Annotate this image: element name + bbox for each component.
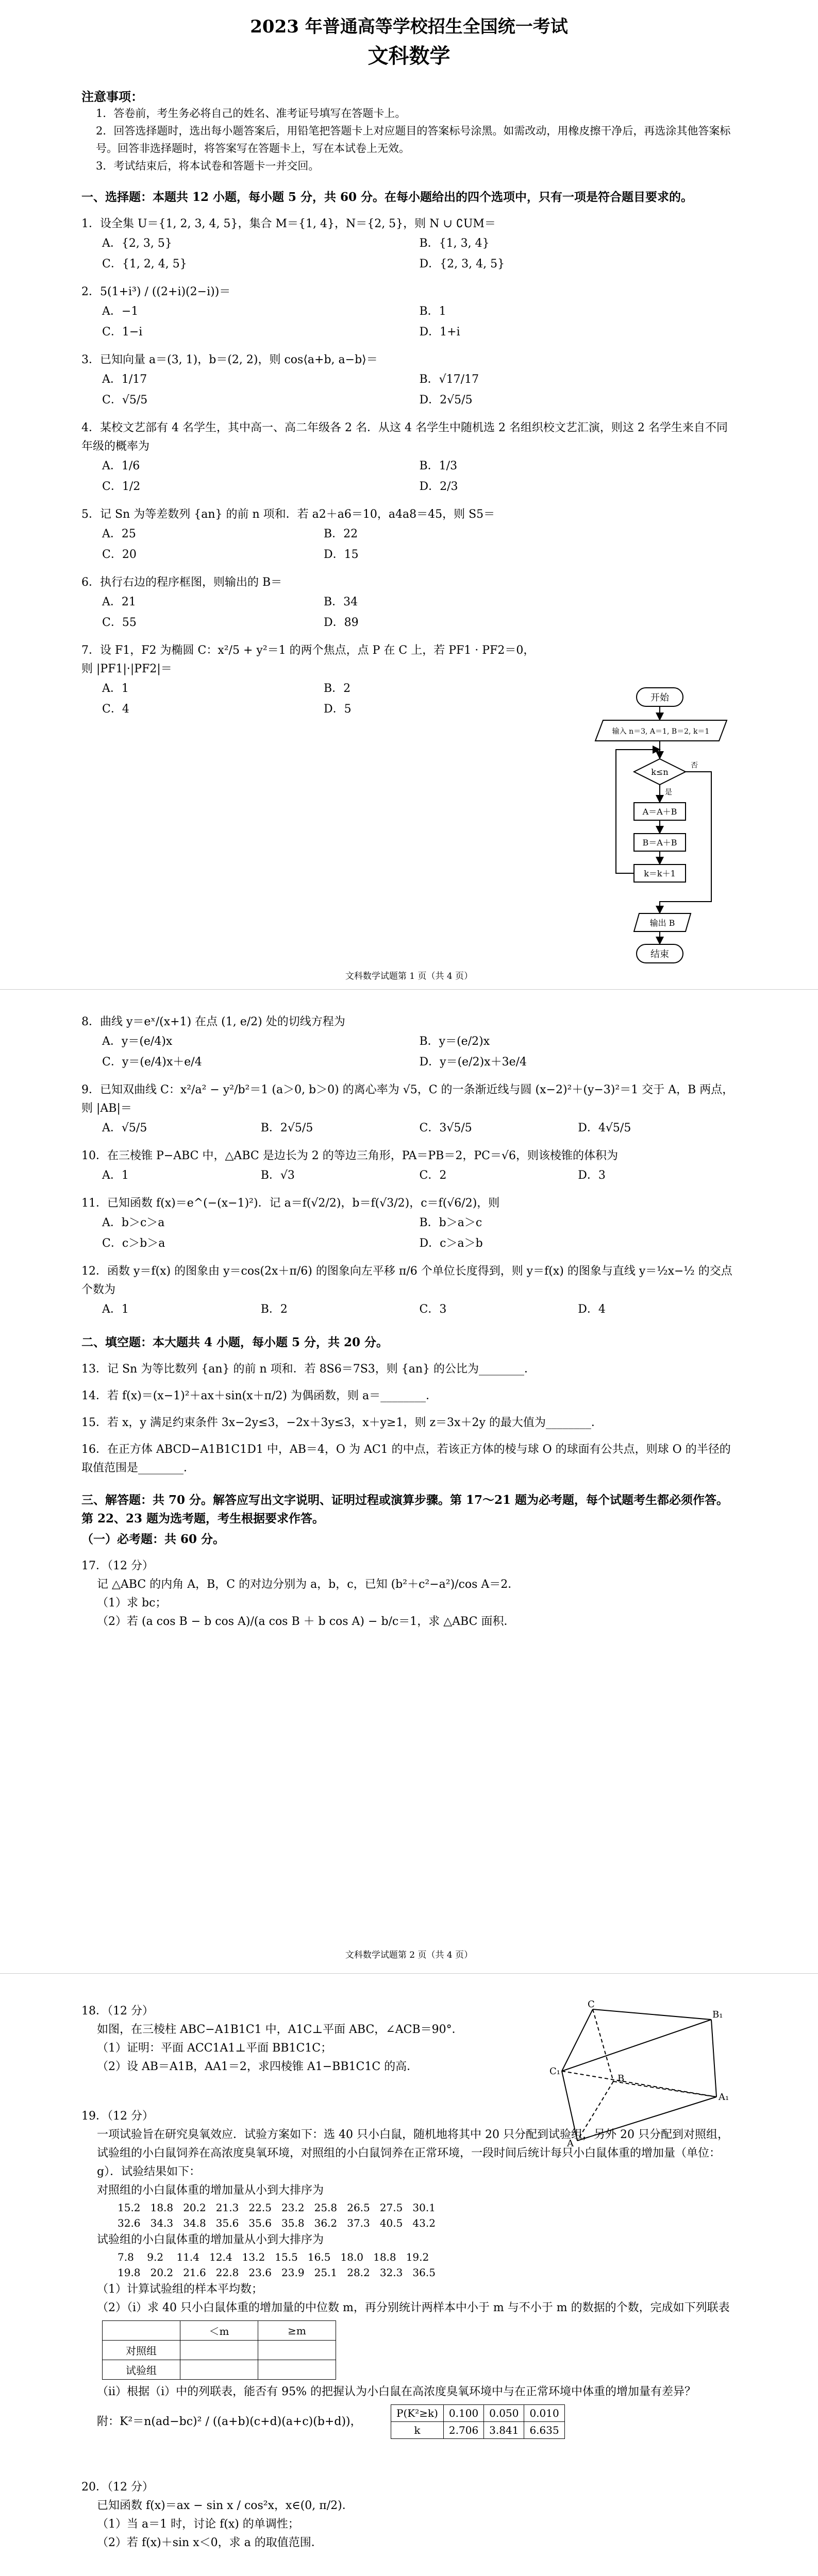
section-heading: 二、填空题：本大题共 4 小题，每小题 5 分，共 20 分。 — [81, 1335, 389, 1349]
option: B．2√5/5 — [260, 1122, 313, 1134]
section-heading: 三、解答题：共 70 分。解答应写出文字说明、证明过程或演算步骤。第 17～21 题为必考题，每个试题考生都必须作答。第 22、23 题为选考题，考生根据要求作答。 — [81, 1493, 729, 1526]
option: A．1 — [102, 682, 129, 695]
option: B．1 — [419, 305, 446, 318]
question-17-part: （2）若 (a cos B − b cos A)/(a cos B ＋ b cos A) − b/c＝1，求 △ABC 面积． — [97, 1615, 515, 1628]
option: B．2 — [260, 1303, 288, 1316]
question-11: 11．已知函数 f(x)＝e^(−(x−1)²)．记 a＝f(√2/2)，b＝f(√3/2)，c＝f(√6/2)，则 — [81, 1197, 500, 1210]
section-subheading: （一）必考题：共 60 分。 — [81, 1532, 225, 1546]
table-cell: 6.635 — [524, 2422, 564, 2439]
table-cell: 3.841 — [484, 2422, 524, 2439]
page-footer: 文科数学试题第 1 页（共 4 页） — [345, 971, 473, 981]
question-19-part: （1）计算试验组的样本平均数； — [97, 2283, 263, 2296]
flow-step-label: B＝A＋B — [642, 838, 677, 848]
question-17-part: （1）求 bc； — [97, 1597, 167, 1609]
table-cell — [258, 2341, 336, 2360]
option: C．3 — [419, 1303, 447, 1316]
vertex-label: A — [567, 2138, 574, 2148]
option: D．y＝(e/2)x＋3e/4 — [419, 1056, 527, 1069]
option: A．21 — [102, 596, 136, 608]
option: B．22 — [324, 528, 358, 540]
question-12: 12．函数 y＝f(x) 的图象由 y＝cos(2x＋π/6) 的图象向左平移 π/6 个单位长度得到，则 y＝f(x) 的图象与直线 y＝½x−½ 的交点个数为 — [81, 1265, 732, 1296]
flow-condition-label: k≤n — [651, 767, 669, 777]
question-6: 6．执行右边的程序框图，则输出的 B＝ — [81, 576, 282, 589]
table-cell — [180, 2360, 258, 2380]
option: C．1/2 — [102, 480, 141, 493]
question-19-stem: 一项试验旨在研究臭氧效应．试验方案如下：选 40 只小白鼠，随机地将其中 20 只分配到试验组，另外 20 只分配到对照组，试验组的小白鼠饲养在高浓度臭氧环境，对照组的小白鼠饲养在正常环境，一段时间后统计每只小白鼠体重的增加量（单位：g）．试验结果如下： — [97, 2128, 729, 2178]
question-18-part: （2）设 AB＝A1B，AA1＝2，求四棱锥 A1−BB1C1C 的高． — [97, 2060, 419, 2073]
table-row-label: k — [391, 2422, 444, 2439]
question-5: 5．记 Sn 为等差数列 {an} 的前 n 项和．若 a2＋a6＝10，a4a8＝45，则 S5＝ — [81, 508, 495, 521]
table-header: ≥m — [258, 2321, 336, 2341]
question-9: 9．已知双曲线 C：x²/a² − y²/b²＝1 (a＞0, b＞0) 的离心率为 √5，C 的一条渐近线与圆 (x−2)²＋(y−3)²＝1 交于 A，B 两点，则 |AB|＝ — [81, 1083, 734, 1115]
table-header — [103, 2321, 180, 2341]
vertex-label: B₁ — [712, 2009, 723, 2020]
option: B．34 — [324, 596, 358, 608]
question-4: 4．某校文艺部有 4 名学生，其中高一、高二年级各 2 名．从这 4 名学生中随机选 2 名组织校文艺汇演，则这 2 名学生来自不同年级的概率为 — [81, 421, 728, 453]
experiment-group-heading: 试验组的小白鼠体重的增加量从小到大排序为 — [97, 2233, 324, 2246]
experiment-data-row: 19.8 20.2 21.6 22.8 23.6 23.9 25.1 28.2 32.3 36.5 — [118, 2266, 436, 2279]
flow-input-label: 输入 n＝3, A＝1, B＝2, k＝1 — [612, 727, 710, 736]
flow-no-label: 否 — [691, 761, 698, 770]
flow-step-label: k＝k＋1 — [644, 869, 676, 878]
option: D．89 — [324, 616, 359, 629]
question-10: 10．在三棱锥 P−ABC 中，△ABC 是边长为 2 的等边三角形，PA＝PB＝2，PC＝√6，则该棱锥的体积为 — [81, 1149, 618, 1162]
option: D．4√5/5 — [578, 1122, 631, 1134]
question-20-stem: 已知函数 f(x)＝ax − sin x / cos²x，x∈(0, π/2)． — [97, 2499, 354, 2512]
page-divider — [0, 1973, 818, 1974]
option: D．c＞a＞b — [419, 1237, 483, 1250]
table-cell: 0.100 — [443, 2405, 483, 2422]
control-data-row: 32.6 34.3 34.8 35.6 35.6 35.8 36.2 37.3 40.5 43.2 — [118, 2217, 436, 2229]
option: A．b＞c＞a — [102, 1216, 165, 1229]
exam-title: 2023 年普通高等学校招生全国统一考试 — [250, 16, 568, 37]
option: A．y＝(e/4)x — [102, 1035, 173, 1048]
question-18-stem: 如图，在三棱柱 ABC−A1B1C1 中，A1C⊥平面 ABC，∠ACB＝90°． — [97, 2023, 463, 2036]
table-cell — [180, 2341, 258, 2360]
option: A．−1 — [102, 305, 139, 318]
flow-start-label: 开始 — [650, 692, 669, 703]
flow-step-label: A＝A＋B — [642, 807, 677, 817]
question-17-head: 17．（12 分） — [81, 1560, 154, 1572]
table-cell: 0.050 — [484, 2405, 524, 2422]
option: B．y＝(e/2)x — [419, 1035, 490, 1048]
option: C．4 — [102, 703, 129, 716]
question-20-part: （1）当 a＝1 时，讨论 f(x) 的单调性； — [97, 2518, 299, 2531]
question-19-head: 19．（12 分） — [81, 2110, 154, 2123]
option: C．3√5/5 — [419, 1122, 472, 1134]
vertex-label: C₁ — [549, 2066, 560, 2077]
vertex-label: B — [617, 2073, 625, 2084]
option: B．√17/17 — [419, 373, 479, 386]
question-18-head: 18．（12 分） — [81, 2005, 154, 2018]
page-2 — [81, 1005, 737, 1631]
prism-figure — [546, 1999, 732, 2148]
option: A．{2, 3, 5} — [102, 237, 172, 250]
option: A．1/17 — [102, 373, 147, 386]
option: C．2 — [419, 1169, 447, 1182]
page-1 — [81, 12, 737, 720]
table-cell: 0.010 — [524, 2405, 564, 2422]
page-footer: 文科数学试题第 2 页（共 4 页） — [345, 1950, 473, 1960]
question-1: 1．设全集 U＝{1, 2, 3, 4, 5}，集合 M＝{1, 4}，N＝{2, 5}，则 N ∪ ∁UM＝ — [81, 217, 496, 230]
option: C．{1, 2, 4, 5} — [102, 258, 187, 270]
section-heading: 一、选择题：本题共 12 小题，每小题 5 分，共 60 分。在每小题给出的四个选项中，只有一项是符合题目要求的。 — [81, 190, 693, 204]
question-7: 7．设 F1，F2 为椭圆 C：x²/5 + y²＝1 的两个焦点，点 P 在 C 上，若 PF1 · PF2＝0，则 |PF1|·|PF2|＝ — [81, 644, 535, 675]
exam-subtitle: 文科数学 — [368, 44, 450, 68]
question-19-part: （2）（ⅰ）求 40 只小白鼠体重的增加量的中位数 m，再分别统计两样本中小于 m 与不小于 m 的数据的个数，完成如下列联表 — [97, 2301, 730, 2314]
option: D．{2, 3, 4, 5} — [419, 258, 505, 270]
question-17-stem: 记 △ABC 的内角 A，B，C 的对边分别为 a，b，c，已知 (b²＋c²−a²)/cos A＝2． — [97, 1578, 520, 1591]
vertex-label: A₁ — [719, 2092, 729, 2103]
option: B．√3 — [260, 1169, 295, 1182]
contingency-table — [102, 2320, 336, 2380]
question-3: 3．已知向量 a＝(3, 1)，b＝(2, 2)，则 cos⟨a+b, a−b⟩＝ — [81, 353, 378, 366]
option: B．2 — [324, 682, 351, 695]
option: B．b＞a＞c — [419, 1216, 482, 1229]
option: B．1/3 — [419, 460, 458, 472]
option: C．20 — [102, 548, 137, 561]
experiment-data-row: 7.8 9.2 11.4 12.4 13.2 15.5 16.5 18.0 18.8 19.2 — [118, 2251, 429, 2263]
option: C．1−i — [102, 326, 143, 338]
flow-yes-label: 是 — [665, 788, 672, 796]
question-20-head: 20．（12 分） — [81, 2481, 154, 2494]
option: D．4 — [578, 1303, 606, 1316]
option: D．3 — [578, 1169, 606, 1182]
control-data-row: 15.2 18.8 20.2 21.3 22.5 23.2 25.8 26.5 27.5 30.1 — [118, 2201, 436, 2214]
chi-square-formula: 附：K²＝n(ad−bc)² / ((a+b)(c+d)(a+c)(b+d))， — [97, 2415, 362, 2428]
option: C．c＞b＞a — [102, 1237, 165, 1250]
table-row-label: 对照组 — [103, 2341, 180, 2360]
notes-heading: 注意事项： — [81, 89, 143, 104]
option: B．{1, 3, 4} — [419, 237, 490, 250]
question-13: 13．记 Sn 为等比数列 {an} 的前 n 项和．若 8S6＝7S3，则 {an} 的公比为________． — [81, 1363, 536, 1376]
note-item: 1．答卷前，考生务必将自己的姓名、准考证号填写在答题卡上。 — [96, 107, 406, 120]
table-header: P(K²≥k) — [391, 2405, 444, 2422]
option: A．√5/5 — [102, 1122, 147, 1134]
option: A．1 — [102, 1169, 129, 1182]
question-2: 2．5(1+i³) / ((2+i)(2−i))＝ — [81, 285, 231, 298]
option: C．√5/5 — [102, 394, 148, 406]
option: D．5 — [324, 703, 352, 716]
option: C．y＝(e/4)x＋e/4 — [102, 1056, 202, 1069]
note-item: 3．考试结束后，将本试卷和答题卡一并交回。 — [96, 160, 320, 172]
note-item: 2．回答选择题时，选出每小题答案后，用铅笔把答题卡上对应题目的答案标号涂黑。如需改动，用橡皮擦干净后，再选涂其他答案标号。回答非选择题时，将答案写在答题卡上，写在本试卷上无效。 — [96, 125, 731, 155]
option: A．1 — [102, 1303, 129, 1316]
question-16: 16．在正方体 ABCD−A1B1C1D1 中，AB＝4，O 为 AC1 的中点，若该正方体的棱与球 O 的球面有公共点，则球 O 的半径的取值范围是________． — [81, 1443, 731, 1475]
table-cell: 2.706 — [443, 2422, 483, 2439]
program-flowchart — [588, 685, 737, 974]
question-20-part: （2）若 f(x)＋sin x＜0，求 a 的取值范围． — [97, 2536, 323, 2549]
option: D．2√5/5 — [419, 394, 473, 406]
option: D．15 — [324, 548, 359, 561]
critical-value-table — [391, 2404, 565, 2439]
question-14: 14．若 f(x)＝(x−1)²＋ax＋sin(x＋π/2) 为偶函数，则 a＝________． — [81, 1389, 438, 1402]
question-19-part: （ⅱ）根据（ⅰ）中的列联表，能否有 95% 的把握认为小白鼠在高浓度臭氧环境中与在正常环境中体重的增加量有差异？ — [97, 2385, 696, 2398]
flow-output-label: 输出 B — [649, 918, 675, 928]
page-divider — [0, 989, 818, 990]
option: A．1/6 — [102, 460, 140, 472]
flow-end-label: 结束 — [650, 949, 669, 960]
table-row-label: 试验组 — [103, 2360, 180, 2380]
option: D．2/3 — [419, 480, 458, 493]
question-8: 8．曲线 y＝eˣ/(x+1) 在点 (1, e/2) 处的切线方程为 — [81, 1015, 345, 1028]
option: D．1+i — [419, 326, 460, 338]
table-cell — [258, 2360, 336, 2380]
question-15: 15．若 x，y 满足约束条件 3x−2y≤3，−2x＋3y≤3，x＋y≥1，则 z＝3x＋2y 的最大值为________． — [81, 1416, 603, 1429]
control-group-heading: 对照组的小白鼠体重的增加量从小到大排序为 — [97, 2184, 324, 2197]
question-18-part: （1）证明：平面 ACC1A1⊥平面 BB1C1C； — [97, 2042, 332, 2055]
vertex-label: C — [588, 1999, 595, 2010]
option: A．25 — [102, 528, 136, 540]
option: C．55 — [102, 616, 137, 629]
table-header: ＜m — [180, 2321, 258, 2341]
